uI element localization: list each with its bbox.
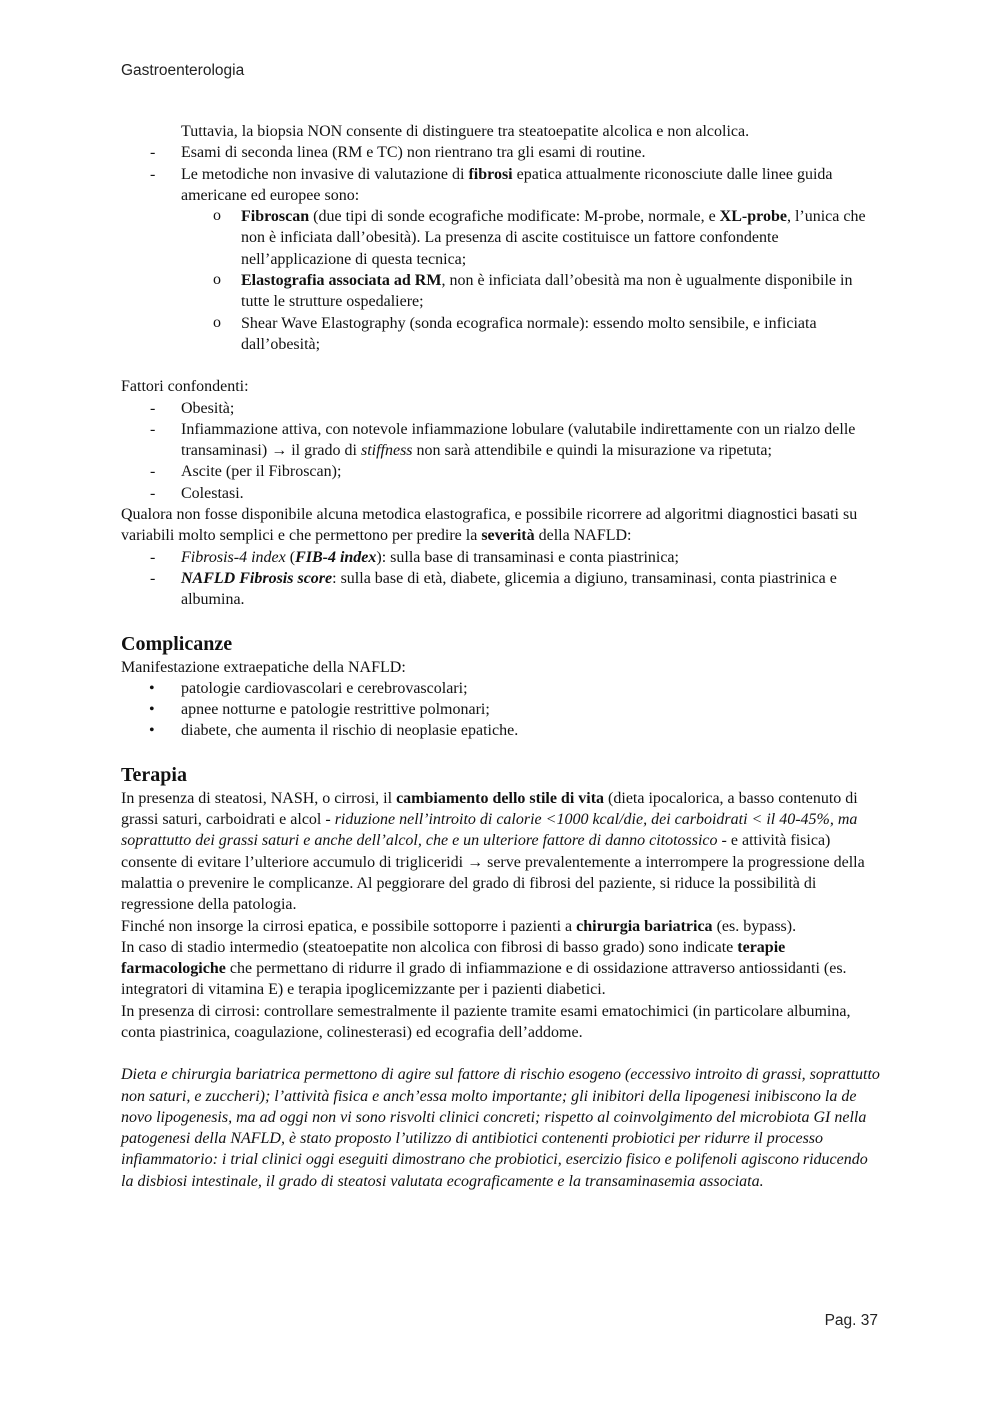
- terapia-paragraph: Finché non insorge la cirrosi epatica, e possibile sottoporre i pazienti a chirurgia bariatrica (es. bypass).: [121, 917, 797, 935]
- running-header: Gastroenterologia: [121, 62, 245, 79]
- list-item: - Obesità;: [121, 398, 881, 419]
- list-item: - Fibrosis-4 index (FIB-4 index): sulla base di transaminasi e conta piastrinica;: [121, 547, 881, 568]
- terapia-paragraph: In presenza di cirrosi: controllare semestralmente il paziente tramite esami ematochimici (in particolare albumina, conta piastrinica, coagulazione, colinesterasi) ed ecografia dell’addome.: [121, 1002, 851, 1041]
- fibrosis-methods-list: [121, 206, 881, 355]
- confounders-title: Fattori confondenti:: [121, 378, 249, 396]
- algorithms-paragraph: Qualora non fosse disponibile alcuna metodica elastografica, e possibile ricorrere ad algoritmi diagnostici basati su variabili molto semplici e che permettono per predire la severità della NAFLD:: [121, 506, 858, 545]
- intro-list: [121, 142, 881, 355]
- terapia-note: Dieta e chirurgia bariatrica permettono di agire sul fattore di rischio esogeno (eccessivo introito di grassi, soprattutto non saturi, e zuccheri); l’attività fisica e anch’essa molto importante; gli inibitori della lipogenesi inibiscono la de novo lipogenesis, ma ad oggi non vi sono risvolti clinici concreti; rispetto al coinvolgimento del microbiota GI nella patogenesi della NAFLD, è stato proposto l’utilizzo di antibiotici contenenti probiotici per ridurre il processo infiammatorio: i trial clinici oggi eseguiti dimostrano che probiotici, esercizio fisico e polifenoli agiscono riducendo la disbiosi intestinale, il grado di steatosi valutata ecograficamente e la transaminasemia associata.: [121, 1066, 880, 1190]
- section-heading-terapia: Terapia: [121, 763, 187, 786]
- list-item: - NAFLD Fibrosis score: sulla base di età, diabete, glicemia a digiuno, transaminasi, conta piastrinica e albumina.: [121, 568, 881, 611]
- list-item: o Fibroscan (due tipi di sonde ecografiche modificate: M-probe, normale, e XL-probe, l’unica che non è inficiata dall’obesità). La presenza di ascite costituisce un fattore confondente nell’applicazione di questa tecnica;: [121, 206, 881, 270]
- terapia-paragraph: In caso di stadio intermedio (steatoepatite non alcolica con fibrosi di basso grado) sono indicate terapie farmacologiche che permettano di ridurre il grado di infiammazione e di ossidazione attraverso antiossidanti (es. integratori di vitamina E) e terapia ipoglicemizzante per i pazienti diabetici.: [121, 938, 847, 999]
- complicanze-list: [121, 678, 881, 742]
- list-item: - Le metodiche non invasive di valutazione di fibrosi epatica attualmente riconosciute dalle linee guida americane ed europee sono: o Fibroscan (due tipi di sonde ecografiche modificate: M-probe, normale, e XL-probe, l’unica che non è inficiata dall’obesità). La presenza di ascite costituisce un fattore confondente nell’applicazione di questa tecnica; o Elastografia associata ad RM, non è inficiata dall’obesità ma non è ugualmente disponibile in tutte le strutture ospedaliere; o Shear Wave Elastography (sonda ecografica normale): essendo molto sensibile, e inficiata dall’obesità;: [121, 164, 881, 356]
- page-content: [121, 121, 881, 1192]
- section-heading-complicanze: Complicanze: [121, 632, 233, 655]
- list-item: • patologie cardiovascolari e cerebrovascolari;: [121, 678, 881, 699]
- list-item: o Shear Wave Elastography (sonda ecografica normale): essendo molto sensibile, e inficiata dall’obesità;: [121, 313, 881, 356]
- intro-line: Tuttavia, la biopsia NON consente di distinguere tra steatoepatite alcolica e non alcolica.: [181, 123, 750, 140]
- complicanze-intro: Manifestazione extraepatiche della NAFLD:: [121, 658, 406, 676]
- list-item: - Esami di seconda linea (RM e TC) non rientrano tra gli esami di routine.: [121, 142, 881, 163]
- confounders-list: [121, 398, 881, 504]
- list-item: - Ascite (per il Fibroscan);: [121, 461, 881, 482]
- list-item: - Colestasi.: [121, 483, 881, 504]
- terapia-paragraph: In presenza di steatosi, NASH, o cirrosi, il cambiamento dello stile di vita (dieta ipocalorica, a basso contenuto di grassi saturi, carboidrati e alcol - riduzione nell’introito di calorie <1000 kcal/die, dei carboidrati < il 40-45%, ma soprattutto dei grassi saturi e anche dell’alcol, che e un ulteriore fattore di danno citotossico - e attività fisica) consente di evitare l’ulteriore accumulo di trigliceridi → serve prevalentemente a interrompere la progressione della malattia o prevenire le complicanze. Al peggiorare del grado di fibrosi del paziente, si riduce la possibilità di regressione della patologia.: [121, 789, 865, 914]
- list-item: o Elastografia associata ad RM, non è inficiata dall’obesità ma non è ugualmente disponibile in tutte le strutture ospedaliere;: [121, 270, 881, 313]
- page-number: Pag. 37: [824, 1312, 878, 1329]
- list-item: - Infiammazione attiva, con notevole infiammazione lobulare (valutabile indirettamente con un rialzo delle transaminasi) → il grado di stiffness non sarà attendibile e quindi la misurazione va ripetuta;: [121, 419, 881, 462]
- scores-list: [121, 547, 881, 611]
- list-item: • diabete, che aumenta il rischio di neoplasie epatiche.: [121, 720, 881, 741]
- list-item: • apnee notturne e patologie restrittive polmonari;: [121, 699, 881, 720]
